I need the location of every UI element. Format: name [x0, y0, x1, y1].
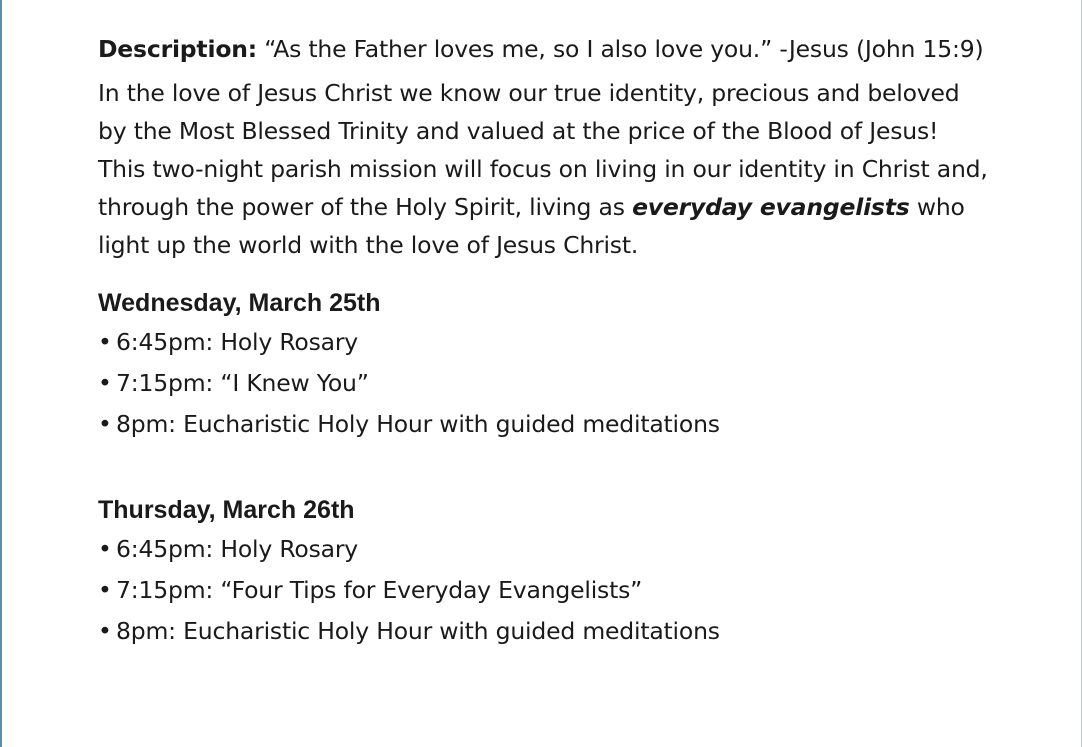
- paragraph-line-1: In the love of Jesus Christ we know our true identity, precious and beloved: [98, 79, 960, 107]
- list-item: [98, 529, 1073, 570]
- paragraph-line-4: [98, 188, 1073, 226]
- list-item: [98, 570, 1073, 611]
- schedule-item-text: 7:15pm: “I Knew You”: [116, 369, 369, 397]
- bullet: •: [98, 576, 112, 604]
- description-line: [98, 30, 1073, 68]
- description-quote: “As the Father loves me, so I also love you.” -Jesus (John 15:9): [257, 35, 984, 63]
- schedule-list-wednesday: [98, 322, 1073, 445]
- paragraph-line-4-end: who: [909, 193, 965, 221]
- list-item: [98, 611, 1073, 652]
- description-label: Description:: [98, 35, 257, 63]
- day-heading-wednesday: Wednesday, March 25th: [98, 289, 381, 317]
- schedule-item-text: 7:15pm: “Four Tips for Everyday Evangelists”: [116, 576, 643, 604]
- paragraph-line-5: light up the world with the love of Jesus Christ.: [98, 231, 639, 259]
- list-item: [98, 322, 1073, 363]
- paragraph-line-3: This two-night parish mission will focus on living in our identity in Christ and,: [98, 155, 988, 183]
- list-item: [98, 363, 1073, 404]
- event-description: [98, 30, 1073, 652]
- schedule-list-thursday: [98, 529, 1073, 652]
- left-border: [0, 0, 2, 747]
- paragraph-line-2: by the Most Blessed Trinity and valued at the price of the Blood of Jesus!: [98, 117, 939, 145]
- paragraph-line-4-start: through the power of the Holy Spirit, living as: [98, 193, 633, 221]
- mission-paragraph: [98, 74, 1073, 264]
- bullet: •: [98, 617, 112, 645]
- list-item: [98, 404, 1073, 445]
- schedule-item-text: 8pm: Eucharistic Holy Hour with guided meditations: [116, 410, 720, 438]
- schedule-item-text: 6:45pm: Holy Rosary: [116, 328, 358, 356]
- bullet: •: [98, 369, 112, 397]
- schedule-item-text: 6:45pm: Holy Rosary: [116, 535, 358, 563]
- bullet: •: [98, 535, 112, 563]
- bullet: •: [98, 410, 112, 438]
- day-heading-thursday: Thursday, March 26th: [98, 496, 355, 524]
- bullet: •: [98, 328, 112, 356]
- schedule-item-text: 8pm: Eucharistic Holy Hour with guided meditations: [116, 617, 720, 645]
- everyday-evangelists-emphasis: everyday evangelists: [632, 193, 910, 221]
